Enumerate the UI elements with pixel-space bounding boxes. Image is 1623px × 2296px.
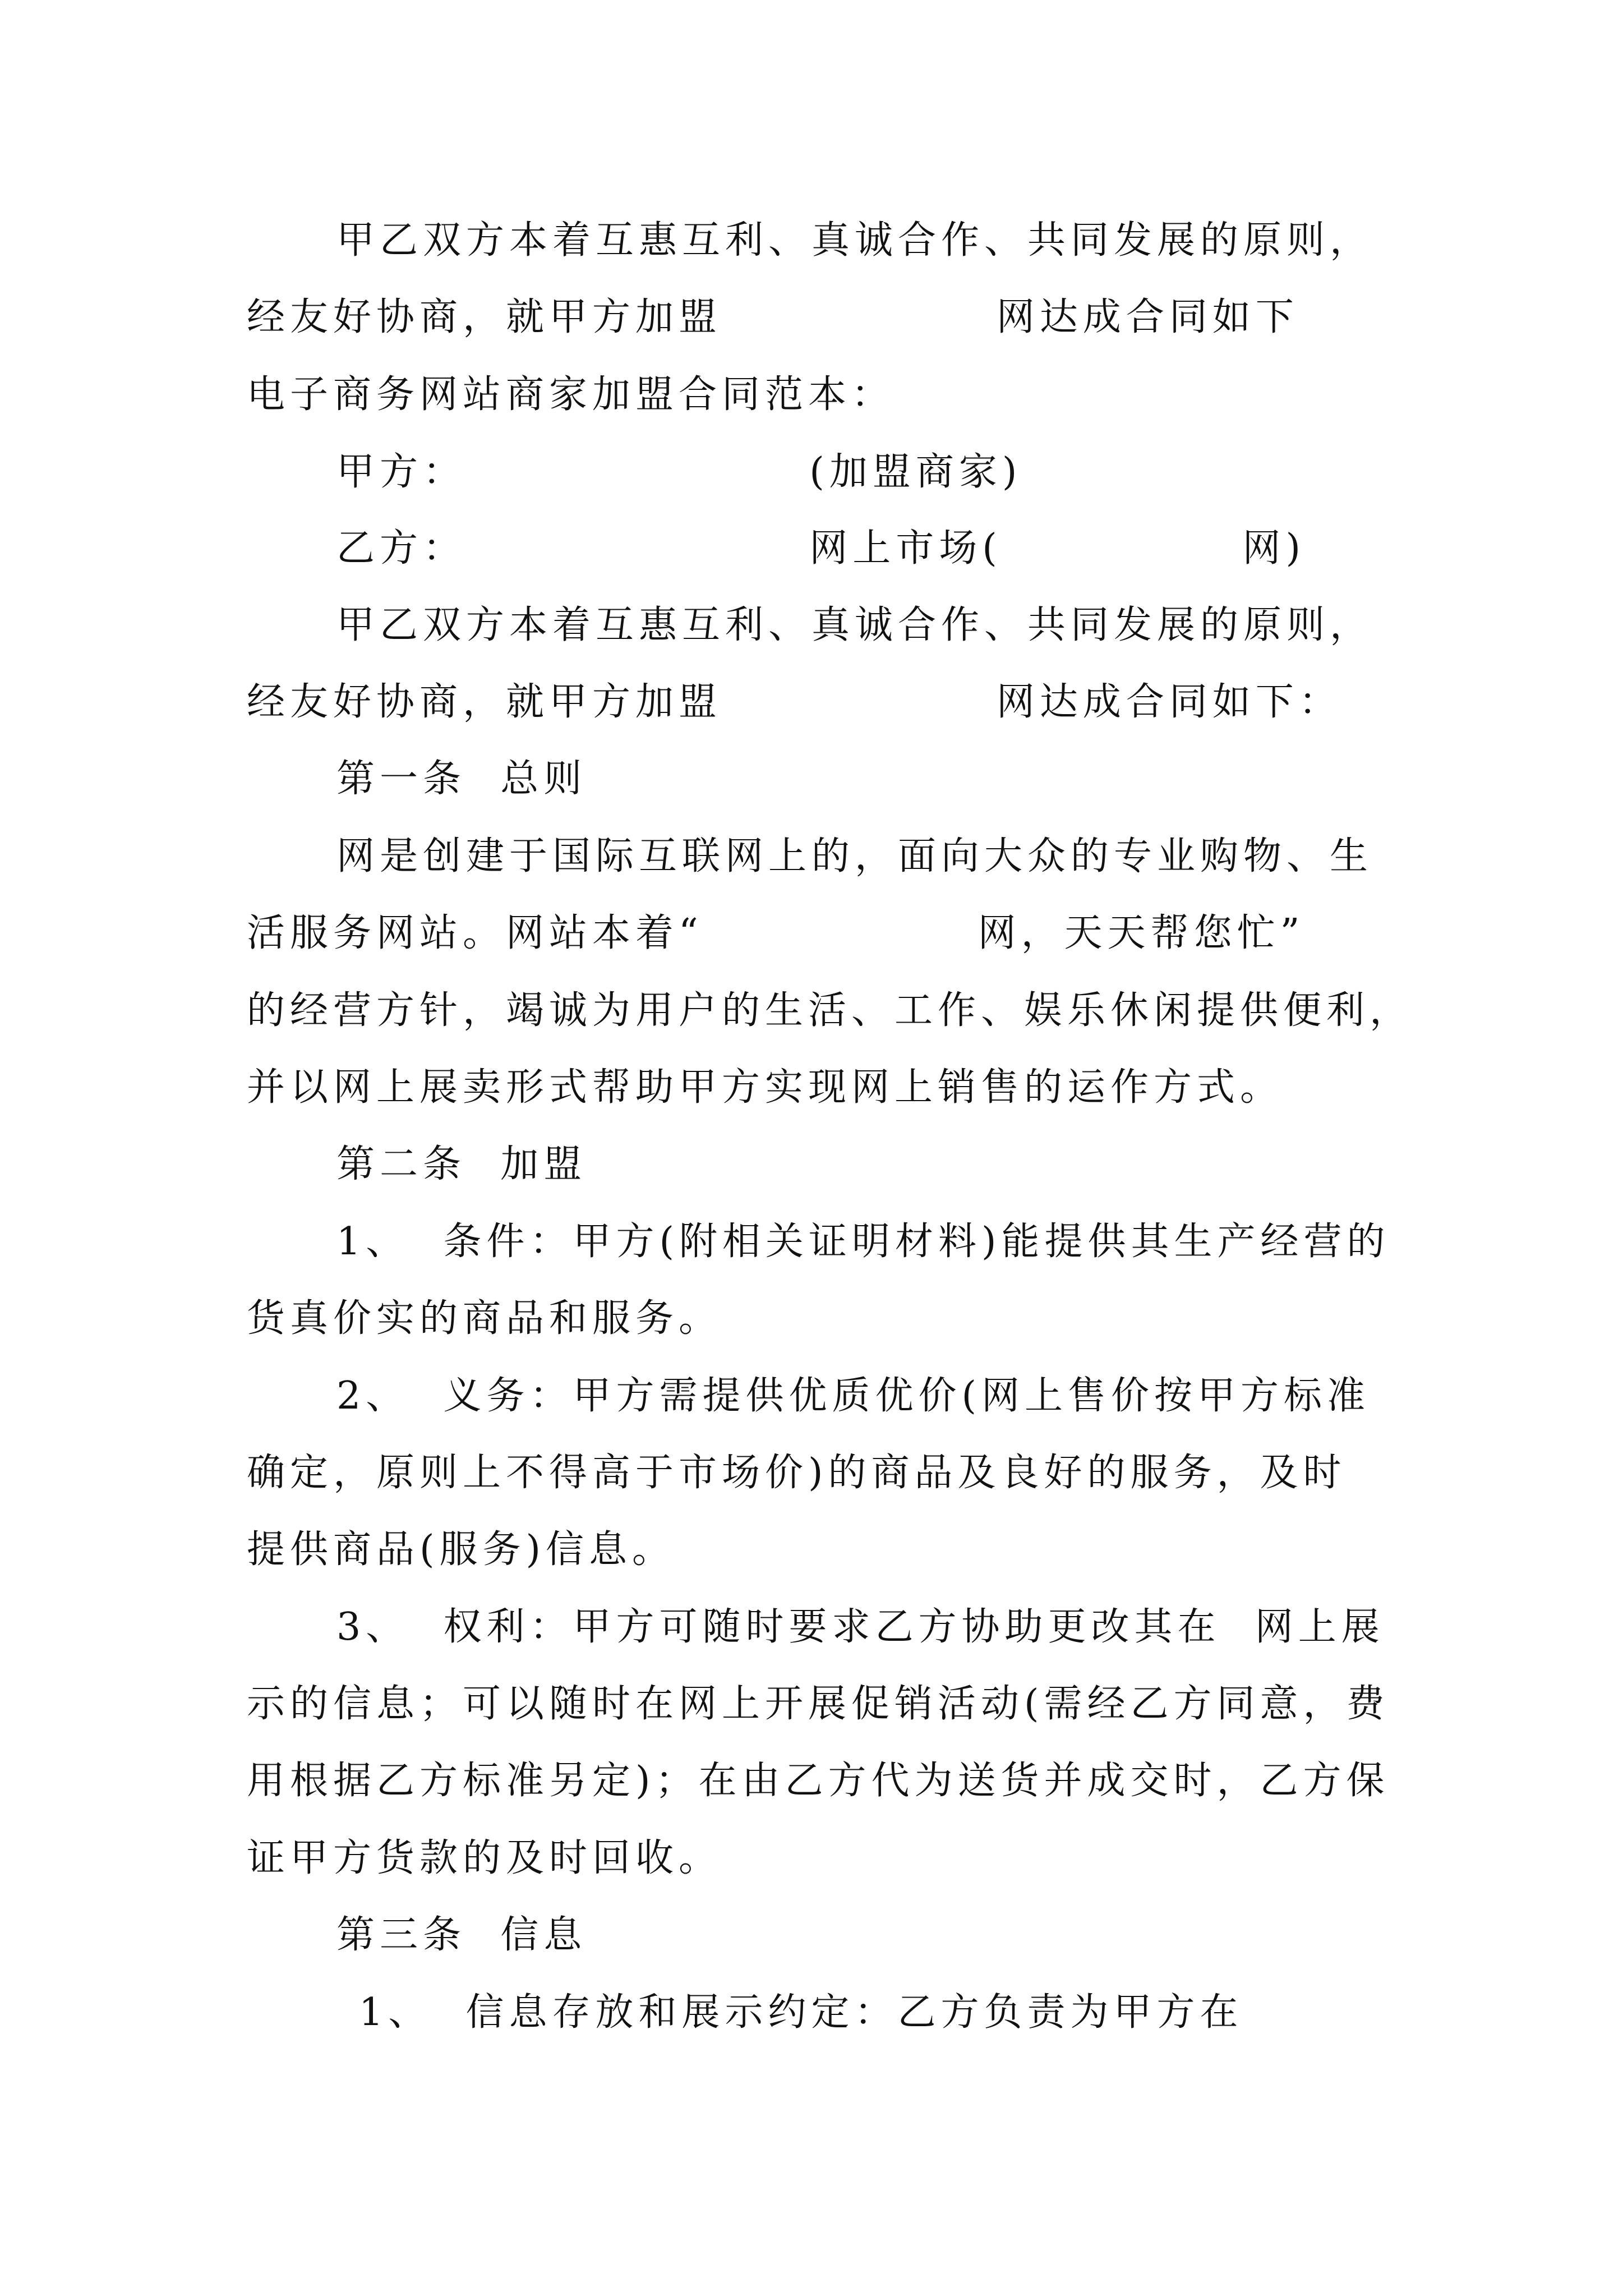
- paragraph-line: 的经营方针，竭诚为用户的生活、工作、娱乐休闲提供便利，: [247, 988, 1413, 1033]
- clause-line: 3、 权利：甲方可随时要求乙方协助更改其在 网上展: [336, 1605, 1385, 1649]
- paragraph-line: 甲乙双方本着互惠互利、真诚合作、共同发展的原则，: [336, 218, 1373, 263]
- paragraph-line: 示的信息；可以随时在网上开展促销活动(需经乙方同意，费: [247, 1682, 1390, 1726]
- paragraph-line: 甲乙双方本着互惠互利、真诚合作、共同发展的原则，: [336, 603, 1373, 647]
- clause-line: 1、 条件：甲方(附相关证明材料)能提供其生产经营的: [336, 1220, 1390, 1264]
- paragraph-line: 活服务网站。网站本着“ 网，天天帮您忙”: [247, 911, 1305, 955]
- paragraph-line: 用根据乙方标准另定)；在由乙方代为送货并成交时，乙方保: [247, 1759, 1390, 1803]
- paragraph-line: 电子商务网站商家加盟合同范本：: [247, 372, 895, 417]
- paragraph-line: 并以网上展卖形式帮助甲方实现网上销售的运作方式。: [247, 1065, 1284, 1110]
- article-heading: 第二条 加盟: [336, 1142, 587, 1186]
- paragraph-line: 经友好协商，就甲方加盟 网达成合同如下：: [247, 680, 1342, 724]
- paragraph-line: 提供商品(服务)信息。: [247, 1527, 676, 1572]
- article-heading: 第一条 总则: [336, 757, 587, 801]
- party-a-line: 甲方： (加盟商家): [336, 450, 1022, 494]
- party-b-line: 乙方： 网上市场( 网): [336, 526, 1306, 570]
- paragraph-line: 经友好协商，就甲方加盟 网达成合同如下: [247, 295, 1299, 339]
- article-heading: 第三条 信息: [336, 1913, 587, 1957]
- paragraph-line: 确定，原则上不得高于市场价)的商品及良好的服务，及时: [247, 1451, 1347, 1495]
- clause-line: 2、 义务：甲方需提供优质优价(网上售价按甲方标准: [336, 1374, 1371, 1418]
- clause-line: 1、 信息存放和展示约定：乙方负责为甲方在: [359, 1990, 1243, 2035]
- paragraph-line: 证甲方货款的及时回收。: [247, 1836, 722, 1880]
- paragraph-line: 货真价实的商品和服务。: [247, 1296, 722, 1341]
- paragraph-line: 网是创建于国际互联网上的，面向大众的专业购物、生: [336, 834, 1373, 878]
